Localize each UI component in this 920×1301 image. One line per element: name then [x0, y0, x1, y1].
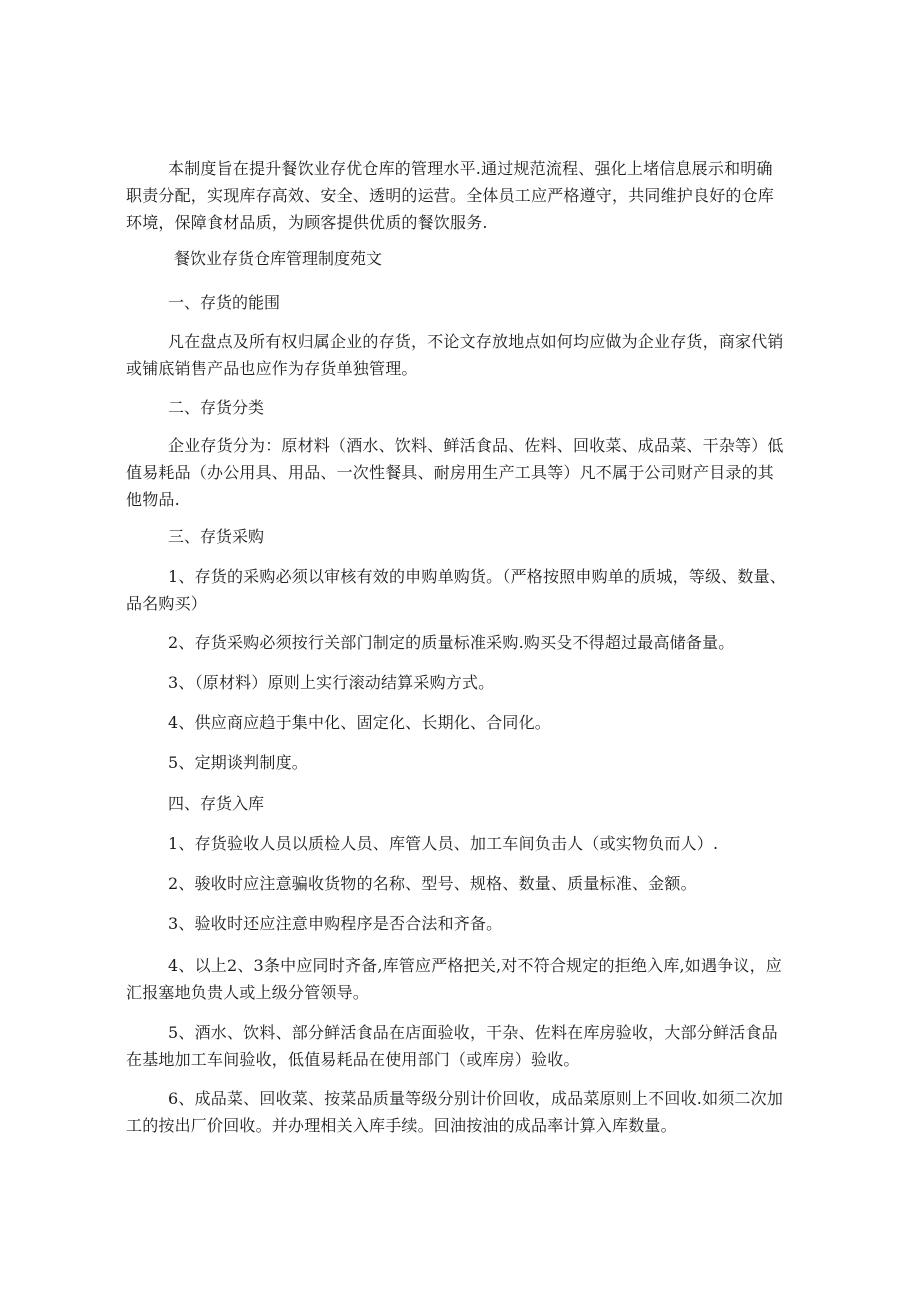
intro-paragraph: 本制度旨在提升餐饮业存优仓库的管理水平.通过规范流程、强化上堵信息展示和明确职责分配，实现库存高效、安全、透明的运营。全体员工应严格遵守，共同维护良好的仓库环境，保障食材品质，为顾客提供优质的餐饮服务.	[126, 159, 775, 232]
list-item: 5、酒水、饮料、部分鲜活食品在店面验收，干杂、佐料在库房验收，大部分鲜活食品在基地加工车间验收，低值易耗品在使用部门（或库房）验收。	[126, 1023, 778, 1069]
section-heading-4: 四、存货入库	[168, 794, 265, 813]
section-2-paragraph: 企业存货分为：原材料（酒水、饮料、鲜活食品、佐料、回收菜、成品菜、干杂等）低值易耗品（办公用具、用品、一次性餐具、耐房用生产工具等）凡不属于公司财产目录的其他物品.	[126, 436, 784, 509]
list-item: 5、定期谈判制度。	[168, 753, 308, 772]
list-item: 3、（原材料）原则上实行滚动结算采购方式。	[168, 673, 495, 692]
list-item: 6、成品菜、回收菜、按菜品质量等级分别计价回收，成品菜原则上不回收.如须二次加工的按出厂价回收。并办理相关入库手续。回油按油的成品率计算入库数量。	[126, 1089, 784, 1135]
list-item: 4、以上2、3条中应同时齐备,库管应严格把关,对不符合规定的拒绝入库,如遇争议，应汇报塞地负贵人或上级分管领导。	[126, 956, 782, 1002]
section-1-paragraph: 凡在盘点及所有权归属企业的存货，不论文存放地点如何均应做为企业存货，商家代销或铺底销售产品也应作为存货单独管理。	[126, 332, 784, 378]
list-item: 4、供应商应趋于集中化、固定化、长期化、合同化。	[168, 713, 551, 732]
section-heading-1: 一、存货的能围	[168, 293, 281, 312]
list-item: 1、存货的采购必须以审核有效的申购单购货。（严格按照申购单的质城，等级、数量、品名购买）	[126, 567, 786, 613]
list-item: 3、验收时还应注意申购程序是否合法和齐备。	[168, 914, 503, 933]
list-item: 2、存货采购必须按行关部门制定的质量标准采购.购买殳不得超过最高储备量。	[168, 633, 735, 652]
section-heading-3: 三、存货采购	[168, 527, 265, 546]
section-heading-2: 二、存货分类	[168, 398, 265, 417]
document-title: 餐饮业存货仓库管理制度苑文	[174, 249, 383, 268]
list-item: 2、骏收时应注意骗收货物的名称、型号、规格、数量、质量标准、金额。	[168, 874, 697, 893]
list-item: 1、存货验收人员以质检人员、库管人员、加工车间负击人（或实物负而人）.	[168, 834, 719, 853]
